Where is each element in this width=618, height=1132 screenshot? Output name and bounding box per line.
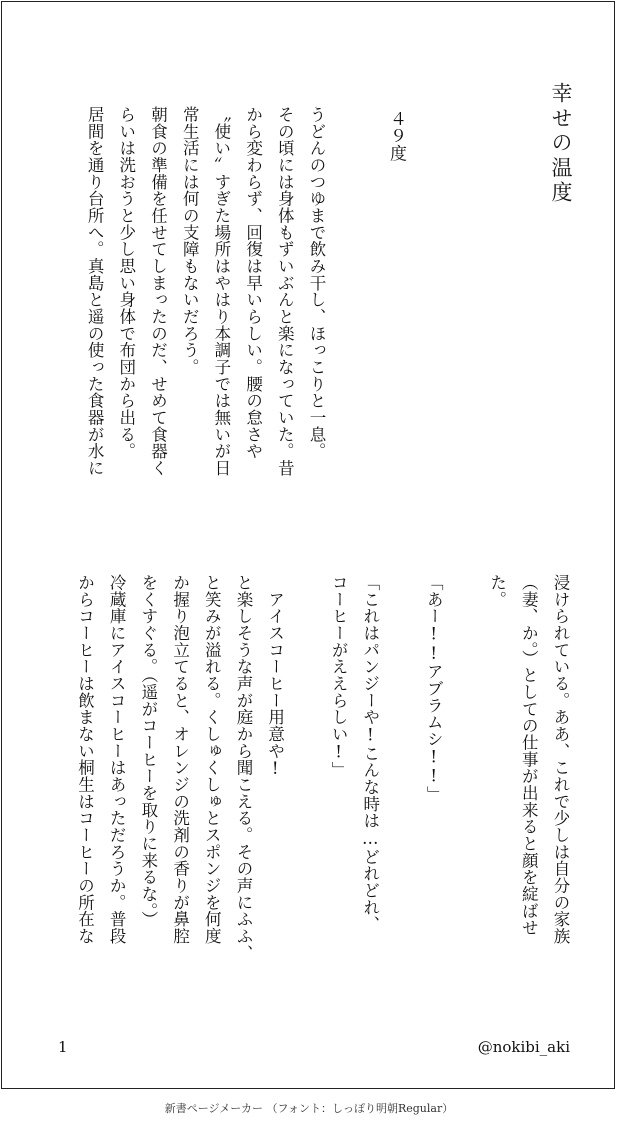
book-page [1,1,615,1089]
generator-credit: 新書ページメーカー （フォント：しっぽり明朝Regular） [164,1102,454,1115]
body-text-upper: うどんのつゆまで飲み干し、ほっこりと一息。 その頃には身体もずいぶんと楽になっていた。昔 から変わらず、回復は早いらしい。腰の怠さや 〝使い〟すぎた場所はやはり本調子では無いが日 常生活には何の支障もないだろう。 朝食の準備を任せてしまったのだ、せめて食器く らいは洗おうと少し思い身体で布団から出る。 居間を通り台所へ。真島と遥の使った食器が水に [85,106,326,477]
story-title: 幸せの温度 [549,82,573,206]
page-number: 1 [58,1038,68,1056]
author-handle: @nokibi_aki [477,1038,570,1056]
body-text-lower: 浸けられている。ああ、これで少しは自分の家族 （妻、か。）としての仕事が出来ると顔を綻ばせ た。 「あー!!アブラムシ!!」 「これはパンジーや!こんな時は…どれどれ、 コーヒーがええらしい!」 アイスコーヒー用意や! と楽しそうな声が庭から聞こえる。その声にふふ、 と笑みが溢れる。くしゅくしゅとスポンジを何度 か握り泡立てると、オレンジの洗剤の香りが鼻腔 をくすぐる。（遥がコーヒーを取りに来るな。） 冷蔵庫にアイスコーヒーはあっただろうか。普段 からコーヒーは飲まない桐生はコーヒーの所在な [75,574,570,962]
chapter-heading: ４９度 [386,110,406,163]
